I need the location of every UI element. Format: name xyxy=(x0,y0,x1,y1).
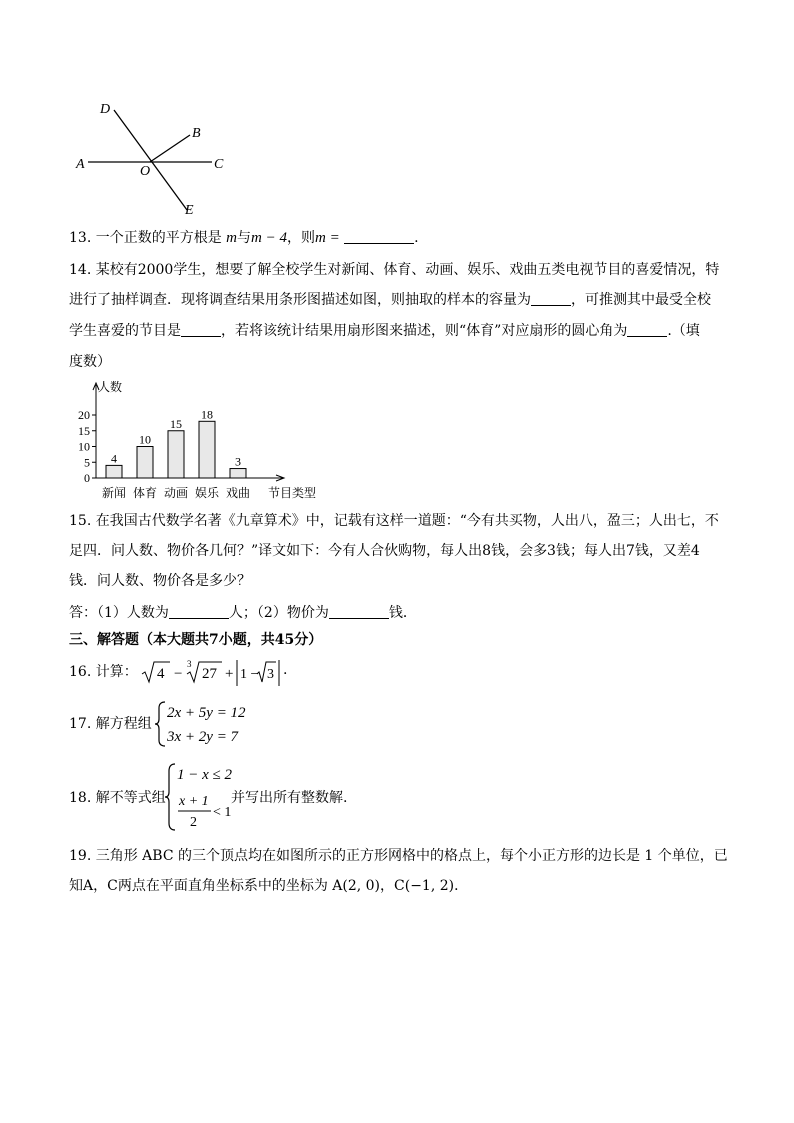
geometry-figure xyxy=(70,95,240,220)
answer-blank-13[interactable] xyxy=(344,229,414,244)
fraction-numerator: x + 1 xyxy=(179,794,209,809)
bar-value-label: 4 xyxy=(111,451,117,466)
question-14-line-3: 学生喜爱的节目是 ，若将该统计结果用扇形图来描述，则“体育”对应扇形的圆心角为 .（填 xyxy=(69,323,700,339)
fraction-denominator: 2 xyxy=(190,815,197,830)
category-label: 戏曲 xyxy=(225,486,251,500)
question-15-answer: 答：（1）人数为 人；（2）物价为 钱． xyxy=(69,605,417,621)
bar-value-label: 18 xyxy=(201,407,213,422)
question-19-line-1: 19. 三角形 ABC 的三个顶点均在如图所示的正方形网格中的格点上，每个小正方形的边长是 1 个单位，已 xyxy=(69,848,728,864)
label-d: D xyxy=(100,102,111,117)
system-brace xyxy=(155,702,165,746)
inequality-2-rhs: < 1 xyxy=(213,805,232,820)
bar-value-label: 15 xyxy=(170,416,182,431)
radicand-27: 27 xyxy=(202,666,217,682)
label-e: E xyxy=(185,203,194,218)
category-label: 体育 xyxy=(132,486,158,500)
answer-blank-14-favorite[interactable] xyxy=(181,322,221,337)
category-label: 新闻 xyxy=(101,486,127,500)
abs-expr-part1: 1 − xyxy=(240,667,259,682)
cube-root-index: 3 xyxy=(187,659,192,669)
radicand-3: 3 xyxy=(267,667,274,682)
label-a: A xyxy=(76,157,85,172)
bar-3 xyxy=(168,431,184,478)
q17-system xyxy=(155,700,265,748)
minus-sign: − xyxy=(174,666,183,682)
plus-sign: + xyxy=(225,666,234,682)
category-label: 娱乐 xyxy=(194,486,220,500)
y-tick-label: 0 xyxy=(84,471,90,485)
ray-ob xyxy=(150,135,190,162)
q16-period: . xyxy=(283,662,288,678)
answer-blank-15-price[interactable] xyxy=(329,604,389,619)
answer-blank-14-angle[interactable] xyxy=(627,322,667,337)
inequality-brace xyxy=(165,764,175,830)
line-de xyxy=(114,110,187,210)
section-3-heading: 三、解答题（本大题共7小题，共45分） xyxy=(69,632,323,648)
question-15-line-1: 15. 在我国古代数学名著《九章算术》中，记载有这样一道题：“今有共买物，人出八，盈三；人出七，不 xyxy=(69,513,719,529)
y-tick-label: 15 xyxy=(78,423,90,438)
label-c: C xyxy=(214,157,224,172)
bar-value-label: 10 xyxy=(139,432,151,447)
q18-system xyxy=(165,762,240,832)
x-axis-label: 节目类型 xyxy=(268,486,317,500)
bar-5 xyxy=(230,469,246,478)
question-15-line-2: 足四．问人数、物价各几何？”译文如下：今有人合伙购物，每人出8钱，会多3钱；每人出7钱，又差4 xyxy=(69,543,700,559)
y-tick-label: 10 xyxy=(78,439,90,454)
bar-chart xyxy=(68,375,338,500)
question-14-line-2: 进行了抽样调查．现将调查结果用条形图描述如图，则抽取的样本的容量为 ，可推测其中最受全校 xyxy=(69,292,711,308)
answer-blank-14-sample[interactable] xyxy=(531,291,571,306)
y-tick-label: 5 xyxy=(84,455,90,470)
bar-4 xyxy=(199,421,215,478)
question-15-line-3: 钱．问人数、物价各是多少？ xyxy=(69,573,251,589)
inequality-1: 1 − x ≤ 2 xyxy=(177,767,233,783)
question-14-line-1: 14. 某校有2000学生，想要了解全校学生对新闻、体育、动画、娱乐、戏曲五类电视节目的喜爱情况，特 xyxy=(69,262,720,278)
q18-suffix: 并写出所有整数解. xyxy=(231,790,348,806)
radicand-4: 4 xyxy=(157,666,165,682)
q16-expression xyxy=(140,656,280,688)
label-b: B xyxy=(192,126,201,141)
answer-blank-15-people[interactable] xyxy=(169,604,229,619)
equation-2: 3x + 2y = 7 xyxy=(167,729,239,745)
question-14-line-4: 度数） xyxy=(69,354,111,370)
bar-value-label: 3 xyxy=(235,454,241,469)
question-17: 17. 解方程组 xyxy=(69,716,152,732)
question-16: 16. 计算： xyxy=(69,664,138,680)
bar-1 xyxy=(106,465,122,478)
y-axis-label: 人数 xyxy=(98,380,123,394)
question-18: 18. 解不等式组 xyxy=(69,790,166,806)
label-o: O xyxy=(140,164,151,179)
equation-1: 2x + 5y = 12 xyxy=(167,705,246,721)
sqrt-sign-1 xyxy=(142,662,170,682)
bar-2 xyxy=(137,447,153,479)
category-label: 动画 xyxy=(163,486,189,500)
y-tick-label: 20 xyxy=(78,408,90,422)
question-19-line-2: 知A，C两点在平面直角坐标系中的坐标为 A(2, 0)，C(−1, 2)． xyxy=(69,878,469,894)
question-13: 13. 一个正数的平方根是 m与m − 4，则m = . xyxy=(69,230,419,246)
